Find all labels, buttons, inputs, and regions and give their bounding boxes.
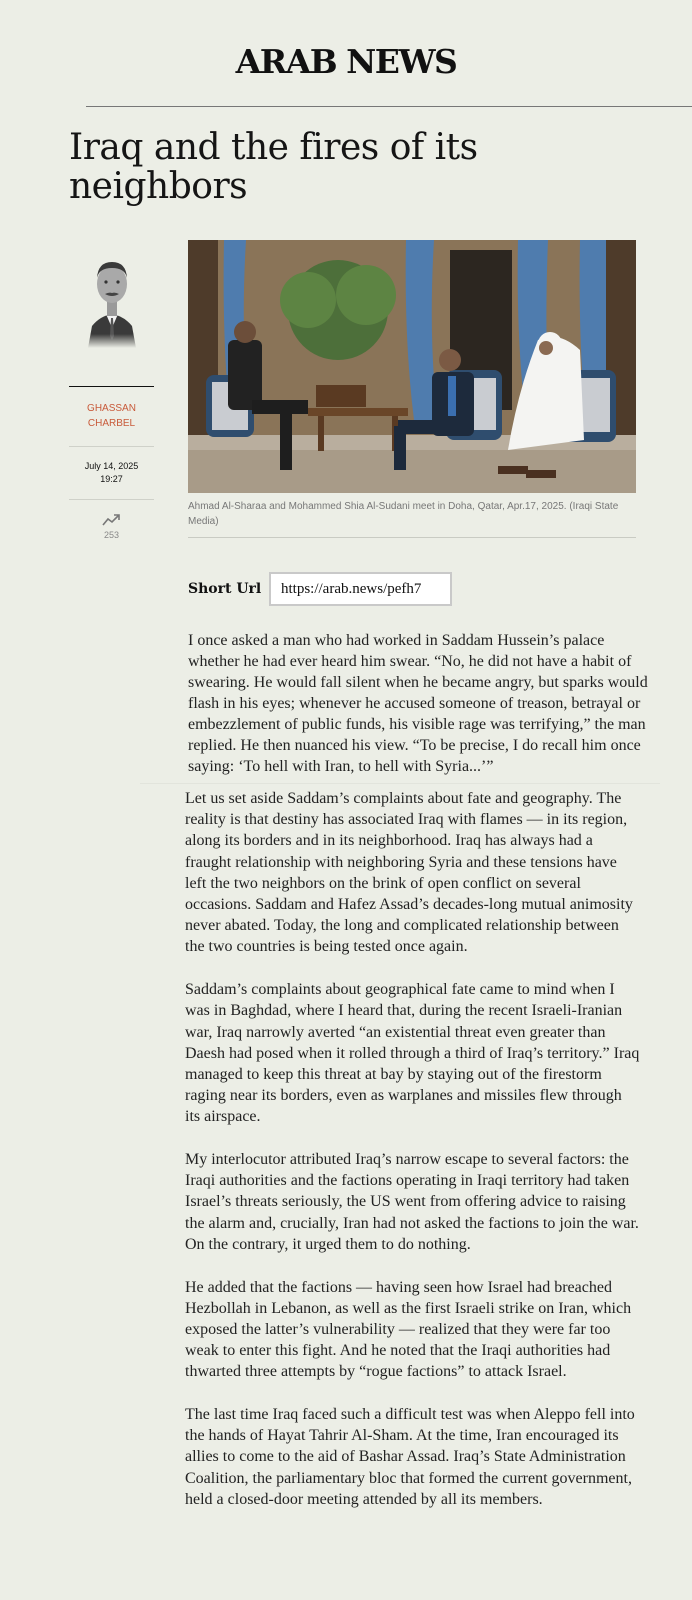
publish-date-day: July 14, 2025 — [84, 461, 139, 471]
author-portrait[interactable] — [82, 254, 142, 348]
article-paragraph: He added that the factions — having seen how Israel had breached Hezbollah in Lebanon, as well as the first Israeli strike on Iran, which exposed the latter’s vulnerability — realized that they were far too weak to enter this fight. And he noted that the Iraqi authorities had thwarted three attempts by “rogue factions” to attack Israel. — [185, 1278, 632, 1381]
author-meta-divider — [69, 446, 154, 447]
publish-date-time: 19:27 — [100, 474, 123, 484]
article-paragraph: Let us set aside Saddam’s complaints about fate and geography. The reality is that destiny has associated Iraq with flames — in its region, along its borders and in its neighborhood. Iraq has always had a fraught relationship with neighboring Syria and these tensions have left the two neighbors on the brink of open conflict on several occasions. Saddam and Hafez Assad’s decades-long mutual animosity never abated. Today, the long and complicated relationship between the two countries is being tested once again. — [185, 790, 633, 956]
view-count: 253 — [103, 530, 120, 540]
article-paragraph: Saddam’s complaints about geographical fate came to mind when I was in Baghdad, where I heard that, during the recent Israeli-Iranian war, Iraq narrowly averted “an existential threat even greater than Daesh had posed when it rolled through a third of Iraq’s territory.” Iraq managed to keep this threat at bay by staying out of the firestorm raging near its borders, even as warplanes and missiles flew through its airspace. — [185, 981, 640, 1126]
image-caption: Ahmad Al-Sharaa and Mohammed Shia Al-Sudani meet in Doha, Qatar, Apr.17, 2025. (Iraqi State Media) — [188, 501, 619, 527]
author-divider — [69, 386, 154, 387]
publish-date — [69, 460, 154, 486]
article-photo[interactable] — [188, 240, 636, 493]
short-url-field[interactable]: https://arab.news/pefh7 — [269, 572, 452, 606]
article-headline: Iraq and the fires of its neighbors — [69, 127, 478, 207]
article-paragraph: The last time Iraq faced such a difficult test was when Aleppo fell into the hands of Hayat Tahrir Al-Sham. At the time, Iran encouraged its allies to come to the aid of Bashar Assad. Iraq’s State Administration Coalition, the parliamentary bloc that formed the current government, held a closed-door meeting attended by all its members. — [185, 1406, 635, 1508]
date-divider — [69, 499, 154, 500]
header-divider — [86, 106, 692, 107]
article-body — [185, 788, 640, 1532]
article-intro: I once asked a man who had worked in Saddam Hussein’s palace whether he had ever heard him swear. “No, he did not have a habit of swearing. He would fall silent when he became angry, but sparks would flash in his eyes; whenever he accused someone of treason, betrayal or embezzlement of public funds, his visible rage was terrifying,” the man replied. He then nuanced his view. “To be precise, I do recall him once saying: ‘To hell with Iran, to hell with Syria...’” — [188, 632, 648, 775]
article-paragraph: My interlocutor attributed Iraq’s narrow escape to several factors: the Iraqi authorities and the factions operating in Iraqi territory had taken Israel’s threats seriously, the US went from offering advice to raising the alarm and, crucially, Iran had not asked the factions to join the war. On the contrary, it urged them to do nothing. — [185, 1151, 639, 1253]
author-name[interactable]: GHASSAN CHARBEL — [87, 403, 136, 429]
short-url-label: Short Url — [188, 581, 262, 597]
caption-divider — [188, 537, 636, 538]
trend-line-icon — [102, 514, 120, 526]
content-divider — [140, 783, 660, 784]
site-logo[interactable]: ARAB NEWS — [235, 42, 457, 81]
